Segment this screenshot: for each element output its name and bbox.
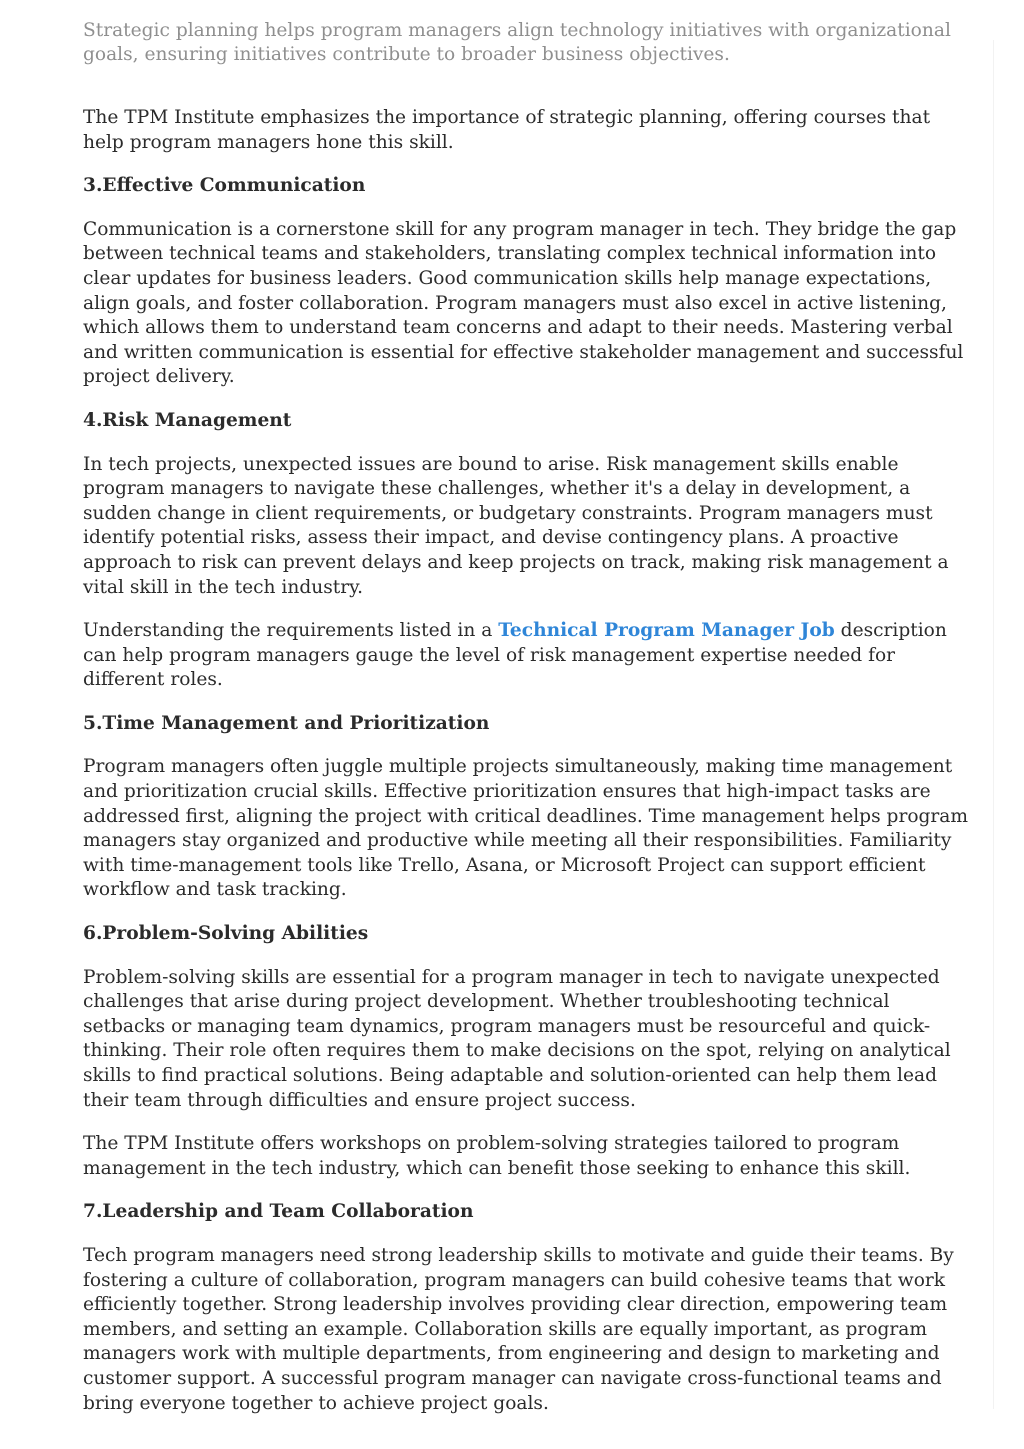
- intro-paragraph: The TPM Institute emphasizes the importance of strategic planning, offering courses that help program managers hone this skill.: [83, 107, 931, 153]
- section-paragraph: In tech projects, unexpected issues are bound to arise. Risk management skills enable program managers to navigate these challenges, whether it's a delay in development, a sudden change in client requirements, or budgetary constraints. Program managers must identify potential risks, assess their impact, and devise contingency plans. A proactive approach to risk can prevent delays and keep projects on track, making risk management a vital skill in the tech industry.: [83, 453, 949, 598]
- section-heading-communication: 3.Effective Communication: [83, 175, 366, 197]
- cutoff-paragraph: Strategic planning helps program managers align technology initiatives with organizational goals, ensuring initiatives contribute to broader business objectives.: [83, 19, 951, 66]
- section-paragraph: Communication is a cornerstone skill for any program manager in tech. They bridge the gap between technical teams and stakeholders, translating complex technical information into clear updates for business leaders. Good communication skills help manage expectations, align goals, and foster collaboration. Program managers must also excel in active listening, which allows them to understand team concerns and adapt to their needs. Mastering verbal and written communication is essential for effective stakeholder management and successful project delivery.: [83, 218, 964, 388]
- section-paragraph: Problem-solving skills are essential for a program manager in tech to navigate unexpected challenges that arise during project development. Whether troubleshooting technical setbacks or managing team dynamics, program managers must be resourceful and quick-thinking. Their role often requires them to make decisions on the spot, relying on analytical skills to find practical solutions. Being adaptable and solution-oriented can help them lead their team through difficulties and ensure project success.: [83, 966, 951, 1111]
- section-paragraph: Tech program managers need strong leadership skills to motivate and guide their teams. By fostering a culture of collaboration, program managers can build cohesive teams that work efficiently together. Strong leadership involves providing clear direction, empowering team members, and setting an example. Collaboration skills are equally important, as program managers work with multiple departments, from engineering and design to marketing and customer support. A successful program manager can navigate cross-functional teams and bring everyone together to achieve project goals.: [83, 1244, 954, 1414]
- page-edge-divider: [993, 40, 994, 1409]
- link-paragraph-after: description can help program managers gauge the level of risk management expertise needed for different roles.: [83, 620, 947, 691]
- section-heading-risk-management: 4.Risk Management: [83, 409, 292, 431]
- section-paragraph: The TPM Institute offers workshops on problem-solving strategies tailored to program management in the tech industry, which can benefit those seeking to enhance this skill.: [83, 1133, 911, 1179]
- section-heading-leadership: 7.Leadership and Team Collaboration: [83, 1201, 474, 1223]
- article-body: [83, 19, 975, 1435]
- section-heading-problem-solving: 6.Problem-Solving Abilities: [83, 923, 369, 945]
- link-paragraph: [83, 619, 975, 693]
- link-paragraph-before: Understanding the requirements listed in a: [83, 620, 499, 642]
- section-heading-time-management: 5.Time Management and Prioritization: [83, 712, 490, 734]
- cutoff-paragraph-container: [83, 19, 975, 87]
- technical-program-manager-job-link[interactable]: Technical Program Manager Job: [498, 620, 835, 642]
- section-paragraph: Program managers often juggle multiple projects simultaneously, making time management and prioritization crucial skills. Effective prioritization ensures that high-impact tasks are addressed first, aligning the project with critical deadlines. Time management helps program managers stay organized and productive while meeting all their responsibilities. Familiarity with time-management tools like Trello, Asana, or Microsoft Project can support efficient workflow and task tracking.: [83, 756, 969, 901]
